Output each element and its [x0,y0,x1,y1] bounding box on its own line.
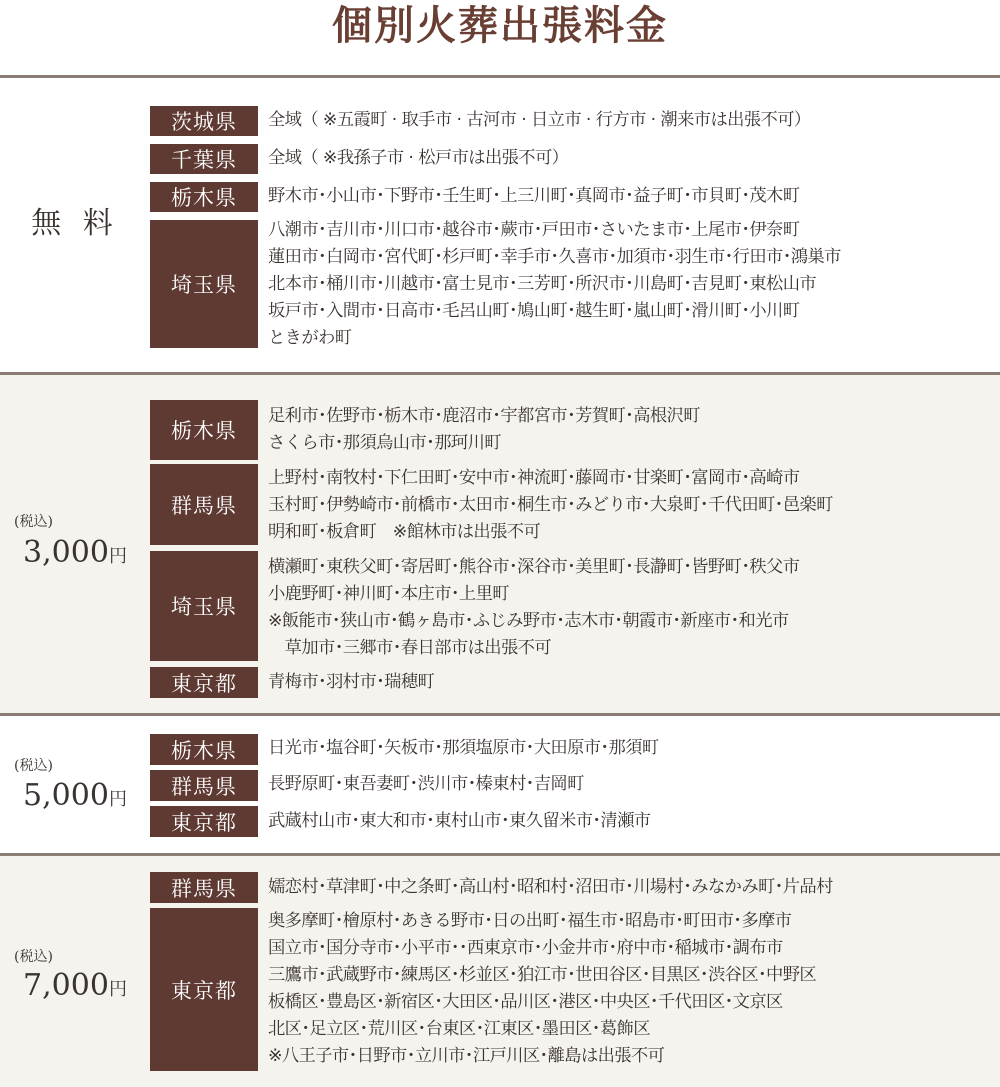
area-line: 野木市･小山市･下野市･壬生町･上三川町･真岡市･益子町･市貝町･茂木町 [268,186,800,206]
area-list [268,808,998,835]
area-list [268,465,998,546]
area-list [268,771,998,798]
pref-label: 埼玉県 [150,220,258,348]
page-title: 個別火葬出張料金 [332,2,668,49]
area-line: 国立市･国分寺市･小平市･･西東京市･小金井市･府中市･稲城市･調布市 [268,938,783,958]
price-tax-label: (税込) [14,514,53,530]
area-line: 草加市･三郷市･春日部市は出張不可 [268,638,551,658]
section-free [0,78,1000,372]
area-line: 日光市･塩谷町･矢板市･那須塩原市･大田原市･那須町 [268,738,659,758]
pref-label: 栃木県 [150,734,258,765]
area-line: 八潮市･吉川市･川口市･越谷市･蕨市･戸田市･さいたま市･上尾市･伊奈町 [268,220,800,240]
pref-label: 群馬県 [150,464,258,545]
pref-label: 栃木県 [150,182,258,212]
pref-label: 群馬県 [150,770,258,801]
area-line: 全域（ ※我孫子市 · 松戸市は出張不可） [268,148,569,168]
area-line: 全域（ ※五霞町 · 取手市 · 古河市 · 日立市 · 行方市 · 潮来市は出張不可） [268,110,811,130]
area-line: 明和町･板倉町 ※館林市は出張不可 [268,522,541,542]
pref-label: 群馬県 [150,872,258,903]
section-7000 [0,856,1000,1087]
pref-label: 東京都 [150,806,258,837]
area-line: さくら市･那須烏山市･那珂川町 [268,433,501,453]
area-line: 三鷹市･武蔵野市･練馬区･杉並区･狛江市･世田谷区･目黒区･渋谷区･中野区 [268,965,817,985]
pref-label: 東京都 [150,908,258,1071]
section-5000 [0,716,1000,853]
area-line: 長野原町･東吾妻町･渋川市･榛東村･吉岡町 [268,774,584,794]
area-line: 嬬恋村･草津町･中之条町･高山村･昭和村･沼田市･川場村･みなかみ町･片品村 [268,877,833,897]
area-line: 板橋区･豊島区･新宿区･大田区･品川区･港区･中央区･千代田区･文京区 [268,992,783,1012]
price-free-label: 無 料 [31,206,119,241]
area-line: 奥多摩町･檜原村･あきる野市･日の出町･福生市･昭島市･町田市･多摩市 [268,911,792,931]
area-list [268,145,998,172]
area-line: 蓮田市･白岡市･宮代町･杉戸町･幸手市･久喜市･加須市･羽生市･行田市･鴻巣市 [268,247,841,267]
area-list [268,403,998,457]
pref-label: 栃木県 [150,400,258,460]
area-line: ときがわ町 [268,328,352,348]
area-line: 足利市･佐野市･栃木市･鹿沼市･宇都宮市･芳賀町･高根沢町 [268,406,700,426]
area-line: ※飯能市･狭山市･鶴ヶ島市･ふじみ野市･志木市･朝霞市･新座市･和光市 [268,611,789,631]
price-tax-label: (税込) [14,758,53,774]
area-list [268,735,998,762]
area-list [268,874,998,901]
area-line: 小鹿野町･神川町･本庄市･上里町 [268,584,509,604]
price-amount [0,535,150,575]
area-list [268,908,998,1070]
pref-label: 千葉県 [150,144,258,174]
section-3000 [0,375,1000,713]
area-list [268,554,998,662]
area-line: 青梅市･羽村市･瑞穂町 [268,672,435,692]
price-number: 5,000 [23,778,109,813]
area-line: 坂戸市･入間市･日高市･毛呂山町･鳩山町･越生町･嵐山町･滑川町･小川町 [268,301,800,321]
price-unit: 円 [108,546,127,567]
price-amount [0,968,150,1008]
price-number: 7,000 [23,968,109,1003]
price-unit: 円 [108,789,127,810]
price-tax-label: (税込) [14,949,53,965]
area-line: 横瀬町･東秩父町･寄居町･熊谷市･深谷市･美里町･長瀞町･皆野町･秩父市 [268,557,800,577]
area-list [268,107,998,134]
pref-label: 東京都 [150,667,258,698]
area-list [268,669,998,696]
area-list [268,217,998,352]
price-number: 3,000 [23,535,109,570]
area-line: 北本市･桶川市･川越市･富士見市･三芳町･所沢市･川島町･吉見町･東松山市 [268,274,817,294]
pref-label: 埼玉県 [150,551,258,661]
price-unit: 円 [108,979,127,1000]
area-line: 北区･足立区･荒川区･台東区･江東区･墨田区･葛飾区 [268,1019,650,1039]
area-line: 武蔵村山市･東大和市･東村山市･東久留米市･清瀬市 [268,811,651,831]
area-list [268,183,998,210]
price-amount [0,778,150,818]
area-line: ※八王子市･日野市･立川市･江戸川区･離島は出張不可 [268,1046,665,1066]
area-line: 上野村･南牧村･下仁田町･安中市･神流町･藤岡市･甘楽町･富岡市･高崎市 [268,468,800,488]
pref-label: 茨城県 [150,106,258,136]
area-line: 玉村町･伊勢崎市･前橋市･太田市･桐生市･みどり市･大泉町･千代田町･邑楽町 [268,495,833,515]
